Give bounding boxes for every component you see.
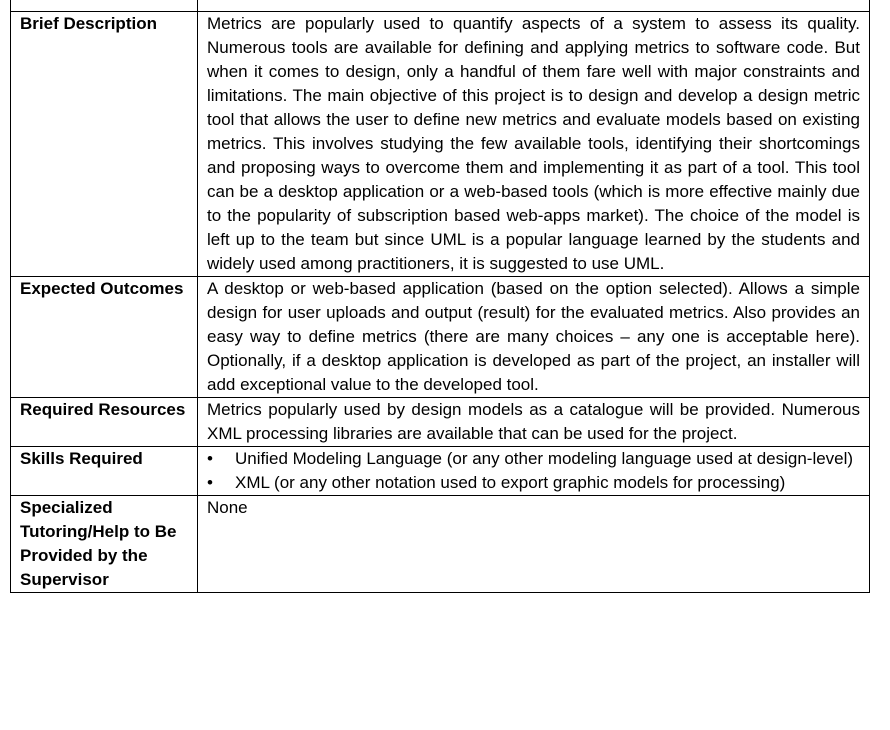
row-skills-required	[11, 447, 870, 496]
brief-description-label: Brief Description	[11, 12, 198, 277]
specialized-tutoring-text: None	[198, 496, 870, 593]
bullet-icon: •	[207, 449, 213, 468]
skill-item-text: Unified Modeling Language (or any other modeling language used at design-level)	[235, 449, 854, 468]
list-item	[207, 471, 860, 495]
specialized-tutoring-label: Specialized Tutoring/Help to Be Provided by the Supervisor	[11, 496, 198, 593]
skills-required-label: Skills Required	[11, 447, 198, 496]
required-resources-label: Required Resources	[11, 398, 198, 447]
table-top-value-cell	[198, 0, 870, 12]
row-required-resources	[11, 398, 870, 447]
expected-outcomes-text: A desktop or web-based application (based on the option selected). Allows a simple design for user uploads and output (result) for the evaluated metrics. Also provides an easy way to define metrics (there are many choices – any one is acceptable here). Optionally, if a desktop application is developed as part of the project, an installer will add exceptional value to the developed tool.	[198, 277, 870, 398]
skill-item-text: XML (or any other notation used to export graphic models for processing)	[235, 473, 786, 492]
list-item	[207, 447, 860, 471]
project-details-table	[10, 0, 870, 593]
table-top-row	[11, 0, 870, 12]
skills-list	[207, 447, 860, 495]
row-specialized-tutoring	[11, 496, 870, 593]
brief-description-text: Metrics are popularly used to quantify aspects of a system to assess its quality. Numerous tools are available for defining and applying metrics to software code. But when it comes to design, only a handful of them fare well with major constraints and limitations. The main objective of this project is to design and develop a design metric tool that allows the user to define new metrics and evaluate models based on existing metrics. This involves studying the few available tools, identifying their shortcomings and proposing ways to overcome them and implementing it as part of a tool. This tool can be a desktop application or a web-based tools (which is more effective mainly due to the popularity of subscription based web-apps market). The choice of the model is left up to the team but since UML is a popular language learned by the students and widely used among practitioners, it is suggested to use UML.	[198, 12, 870, 277]
row-brief-description	[11, 12, 870, 277]
table-top-label-cell	[11, 0, 198, 12]
required-resources-text: Metrics popularly used by design models as a catalogue will be provided. Numerous XML processing libraries are available that can be used for the project.	[198, 398, 870, 447]
expected-outcomes-label: Expected Outcomes	[11, 277, 198, 398]
row-expected-outcomes	[11, 277, 870, 398]
bullet-icon: •	[207, 473, 213, 492]
skills-required-cell	[198, 447, 870, 496]
